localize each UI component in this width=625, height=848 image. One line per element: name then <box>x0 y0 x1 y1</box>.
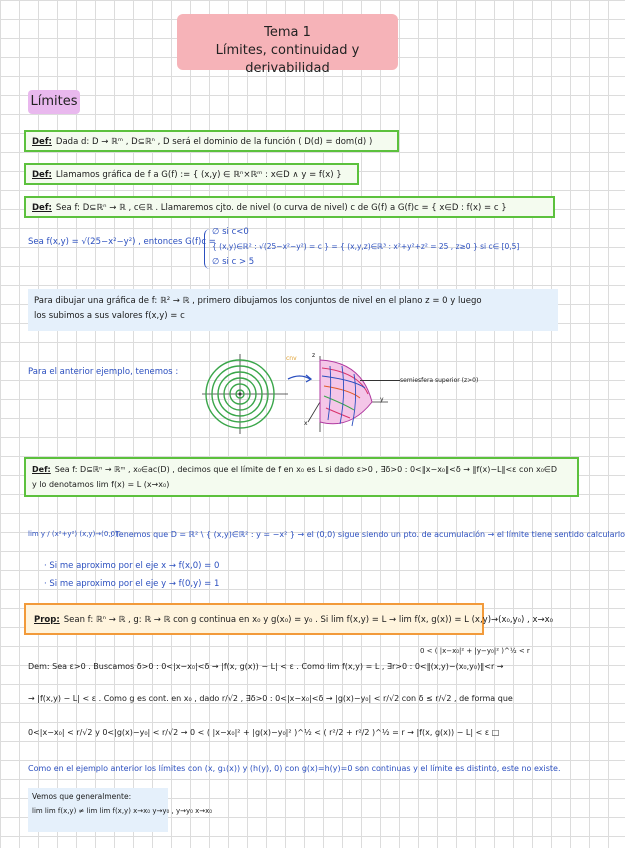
prop-text: Sean f: ℝⁿ → ℝ , g: ℝ → ℝ con g continua en x₀ y g(x₀) = y₀ . Si lim f(x,y) = L → lim f(x, g(x)) = L (x,y)→(x₀,y₀) , x→x₀ <box>63 615 554 625</box>
axis-y-label: y <box>380 396 384 403</box>
axis-z-label: z <box>312 352 316 359</box>
def-tag: Def: <box>32 203 52 213</box>
title-box <box>177 14 398 76</box>
title-line-2: Límites, continuidad y derivabilidad <box>215 43 360 76</box>
conclusion-formula: lim lim f(x,y) ≠ lim lim f(x,y) x→x₀ y→y₀ , y→y₀ x→x₀ <box>32 807 213 815</box>
example2-text: : Tenemos que D = ℝ² \ { (x,y)∈ℝ² : y = −x² } → el (0,0) sigue siendo un pto. de acumulación → el límite tiene sentido calcularlo <box>110 530 625 539</box>
def-tag: Def: <box>32 170 52 180</box>
section-heading: Límites <box>28 90 80 114</box>
example-case-2: { (x,y)∈ℝ² : √(25−x²−y²) = c } = { (x,y,z)∈ℝ³ : x²+y²+z² = 25 , z≥0 } si c∈ [0,5] <box>212 242 520 251</box>
note-line-2: los subimos a sus valores f(x,y) = c <box>34 311 185 321</box>
def-text-line-1: Sea f: D⊆ℝⁿ → ℝᵐ , x₀∈ac(D) , decimos que el límite de f en x₀ es L si dado ε>0 , ∃δ>0 : 0<‖x−x₀‖<δ → ‖f(x)−L‖<ε con x₀∈D <box>54 465 558 474</box>
example-case-3: ∅ si c > 5 <box>212 257 255 267</box>
def-text: Sea f: D⊆ℝⁿ → ℝ , c∈ℝ . Llamaremos cjto. de nivel (o curva de nivel) c de G(f) a G(f)c = { x∈D : f(x) = c } <box>55 203 507 213</box>
definition-domain <box>24 130 399 152</box>
definition-limit <box>24 457 579 497</box>
def-tag: Def: <box>32 137 52 147</box>
def-text: Llamamos gráfica de f a G(f) := { (x,y) ∈ ℝⁿ×ℝᵐ : x∈D ∧ y = f(x) } <box>55 170 342 180</box>
label-cnv: cnv <box>286 355 297 362</box>
dem-line-3: 0<|x−x₀| < r/√2 y 0<|g(x)−y₀| < r/√2 → 0 < ( |x−x₀|² + |g(x)−y₀|² )^½ < ( r²/2 + r²/2 )^½ = r → |f(x, g(x)) − L| < ε □ <box>28 728 500 737</box>
example-lead: Sea f(x,y) = √(25−x²−y²) , entonces G(f)c = <box>28 237 216 247</box>
title-line-1: Tema 1 <box>264 25 311 40</box>
sphere-pointer-line <box>360 380 400 381</box>
proposition-box <box>24 603 554 635</box>
dem-line-1: Dem: Sea ε>0 . Buscamos δ>0 : 0<|x−x₀|<δ → |f(x, g(x)) − L| < ε . Como lim f(x,y) = L , ∃r>0 : 0<‖(x,y)−(x₀,y₀)‖<r → <box>28 662 504 671</box>
def-text-line-2: y lo denotamos lim f(x) = L (x→x₀) <box>32 480 170 489</box>
note-nonexistent-limit: Como en el ejemplo anterior los límites con (x, g₁(x)) y (h(y), 0) con g(x)=h(y)=0 son continuas y el límite es distinto, este no existe. <box>28 764 561 773</box>
def-tag: Def: <box>32 465 51 474</box>
def-text: Dada d: D → ℝᵐ , D⊆ℝⁿ , D será el dominio de la función ( D(d) = dom(d) ) <box>55 137 373 147</box>
prop-tag: Prop: <box>34 615 60 625</box>
label-hemisphere: semiesfera superior (z>0) <box>400 377 479 384</box>
example2-bullet-1: · Si me aproximo por el eje x → f(x,0) = 0 <box>44 561 220 571</box>
dem-line-2: → |f(x,y) − L| < ε . Como g es cont. en x₀ , dado r/√2 , ∃δ>0 : 0<|x−x₀|<δ → |g(x)−y₀| < r/√2 con δ ≤ r/√2 , de forma que <box>28 694 513 703</box>
conclusion-box <box>28 788 213 832</box>
figure-caption: Para el anterior ejemplo, tenemos : <box>28 367 179 377</box>
conclusion-lead: Vemos que generalmente: <box>32 792 132 801</box>
example2-limit: lim y / (x²+y²) (x,y)→(0,0) <box>28 530 118 538</box>
axis-x-label: x <box>304 420 308 427</box>
dem-top-note: 0 < ( |x−x₀|² + |y−y₀|² )^½ < r <box>420 647 530 655</box>
definition-level-set <box>24 196 555 218</box>
example-case-1: ∅ si c<0 <box>212 227 249 237</box>
hemisphere-figure <box>310 352 390 436</box>
definition-graph <box>24 163 359 185</box>
note-level-sets <box>28 289 558 331</box>
example2-bullet-2: · Si me aproximo por el eje y → f(0,y) = 1 <box>44 579 220 589</box>
level-curves-figure <box>200 352 290 436</box>
note-line-1: Para dibujar una gráfica de f: ℝ² → ℝ , primero dibujamos los conjuntos de nivel en el plano z = 0 y luego <box>34 296 482 306</box>
